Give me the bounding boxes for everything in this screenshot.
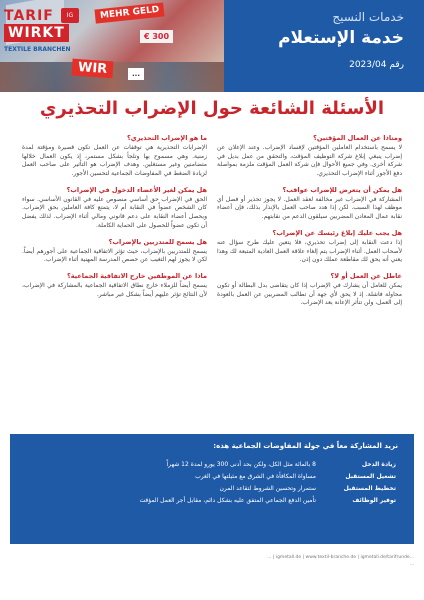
header-banner bbox=[0, 0, 424, 92]
faq-answer: الإضرابات التحذيرية هي توقفات عن العمل تكون قصيرة ومؤقتة لمدة زمنية. وهي مسموح بها وتلجأ بشكل مستمر، إذ يكون العمال خلالها متضامنين وغير مستغلين. وهدف الإضراب هو التأثير على صاحب العمل لزيادة الضغط في المفاوضات الجماعية لتحسين الأجور. bbox=[22, 144, 207, 178]
footer-line: ... bbox=[409, 561, 414, 567]
faq-answer: لا يسمح باستخدام العاملين المؤقتين لإفساد الإضراب. وعند الإعلان عن إضراب ينبغي إبلاغ شركة التوظيف المؤقت، والتحقق من عمل بديل في شركة أخرى. وفي جميع الأحوال فإن شركة العمل المؤقت ملزمة بمواصلة دفع الأجور أثناء الإضراب التحذيري. bbox=[217, 144, 402, 178]
demands-list bbox=[28, 462, 396, 510]
ig-badge-icon: IG bbox=[61, 8, 79, 23]
issue-number: رقم 2023/04 bbox=[349, 60, 404, 70]
footer-imprint bbox=[10, 555, 414, 569]
demand-item bbox=[28, 462, 396, 472]
footer-line: ...igmetall.de | www.textil-branche.de | igmetall.de/tarifrunde | ... bbox=[267, 555, 414, 560]
faq-column-left bbox=[22, 134, 207, 299]
faq-answer: إذا دعت النقابة إلى إضراب تحذيري، فلا يتعين عليك طرح سؤال عنه لأصحاب العمل. أثناء الإضراب يتم إلغاء علاقة العمل العادية المتبعة لك وهذا يعني أنه يحق لك مقاطعة عملك دون إذن. bbox=[217, 238, 402, 264]
logo-text-middle: WIRKT bbox=[4, 24, 69, 42]
faq-question: ما هو الإضراب التحذيري؟ bbox=[127, 134, 207, 142]
faq-question: ومتاذا عن العمال المؤقتين؟ bbox=[313, 134, 402, 142]
tarif-wirkt-logo bbox=[4, 8, 82, 64]
faq-answer: يسمح أيضاً للزملاء خارج نطاق الاتفاقية الجماعية بالمشاركة في الإضراب، لأن النتائج تؤثر عليهم أيضاً بشكل غير مباشر. bbox=[22, 281, 207, 298]
faq-question: ماذا عن الموظفين خارج الاتفاقية الجماعية؟ bbox=[66, 271, 207, 280]
protest-sign: ... bbox=[128, 68, 144, 80]
faq-question: هل يمكن لغير الأعضاء الدخول في الإضراب؟ bbox=[66, 185, 207, 194]
demand-label: توفير الوظائف bbox=[352, 497, 396, 504]
demand-item bbox=[28, 486, 396, 496]
demands-title: نريد المشاركة معاً في جولة المفاوضات الجماعية هذه: bbox=[213, 442, 398, 450]
faq-answer: يمكن للعامل أن يشارك في الإضراب إذا كان يتقاضى بدل البطالة أو تكون محاولة فاشلة. إذ لا يحق لأي جهة أن تطالب المضربين عن العمل بالعودة إلى العمل، ولن تتأثر الإعانة بعد الإضراب. bbox=[217, 281, 402, 307]
protest-sign: WIR bbox=[71, 59, 113, 79]
faq-column-right bbox=[217, 134, 402, 308]
page-title: الأسئلة الشائعة حول الإضراب التحذيري bbox=[39, 98, 385, 119]
demand-description: مساواة المكافأة في الشرق مع مثيلتها في الغرب bbox=[195, 473, 316, 480]
logo-text-bottom: TEXTILE BRANCHEN bbox=[4, 46, 71, 53]
faq-question: هل يمكن أن يتعرض للإضراب عواقب؟ bbox=[282, 185, 402, 194]
demand-label: تخطيط المستقبل bbox=[343, 485, 396, 492]
faq-question: عاطل عن العمل أو لا؟ bbox=[330, 271, 402, 280]
header-blue-panel bbox=[224, 0, 424, 92]
demand-description: ستمرار وتحسين الشروط لتقاعد المرن bbox=[219, 485, 316, 492]
demand-item bbox=[28, 498, 396, 508]
demand-label: تشغيل المستقبل bbox=[345, 473, 396, 480]
header-title: خدمة الإستعلام bbox=[278, 28, 404, 48]
demand-description: 8 بالمائة مثل الكل، ولكن بحد أدنى 300 يورو لمدة 12 شهراً bbox=[166, 461, 316, 468]
faq-answer: الحق في الإضراب حق أساسي منصوص عليه في القانون الأساسي. سواء كان الشخص عضواً في النقابة أم لا، يتمتع كافة العاملين بحق الإضراب. ويحصل أعضاء النقابة على دعم قانوني ومالي أثناء الإضراب. لذلك يفضل أن تكون عضواً للحصول على الحماية الكاملة. bbox=[22, 195, 207, 229]
demand-item bbox=[28, 474, 396, 484]
header-subtitle: خدمات النسيج bbox=[332, 10, 404, 24]
logo-text-top: TARIF bbox=[4, 8, 54, 24]
faq-question: هل يجب عليك إبلاغ رئيسك عن الإضراب؟ bbox=[272, 228, 402, 237]
demand-description: تأمين الدفع الجماعي المتفق عليه بشكل دائم، مقابل أجر العمل المؤقت bbox=[139, 497, 316, 504]
protest-sign: 300 € bbox=[140, 30, 173, 43]
demands-box bbox=[10, 434, 414, 544]
demand-label: زيادة الدخل bbox=[361, 461, 396, 468]
faq-answer: المشاركة في الإضراب غير مخالفة لعقد العمل. لا يجوز تحذير أو فصل أي موظف لهذا السبب. لكن إذا هدد صاحب العمل بالإنذار بذلك، فإن أعضاء نقابة عمال المعادن المضربين سيلقون الدعم من نقابتهم. bbox=[217, 195, 402, 221]
protest-sign: MEHR GELD bbox=[94, 2, 165, 23]
faq-question: هل يسمح للمتدربين بالإضراب؟ bbox=[108, 237, 207, 246]
faq-answer: يسمح للمتدربين بالإضراب، حيث تؤثر الاتفاقية الجماعية على أجورهم أيضاً. لكن لا يجوز لهم التغيب عن حصص المدرسة المهنية أثناء الإضراب. bbox=[22, 247, 207, 264]
